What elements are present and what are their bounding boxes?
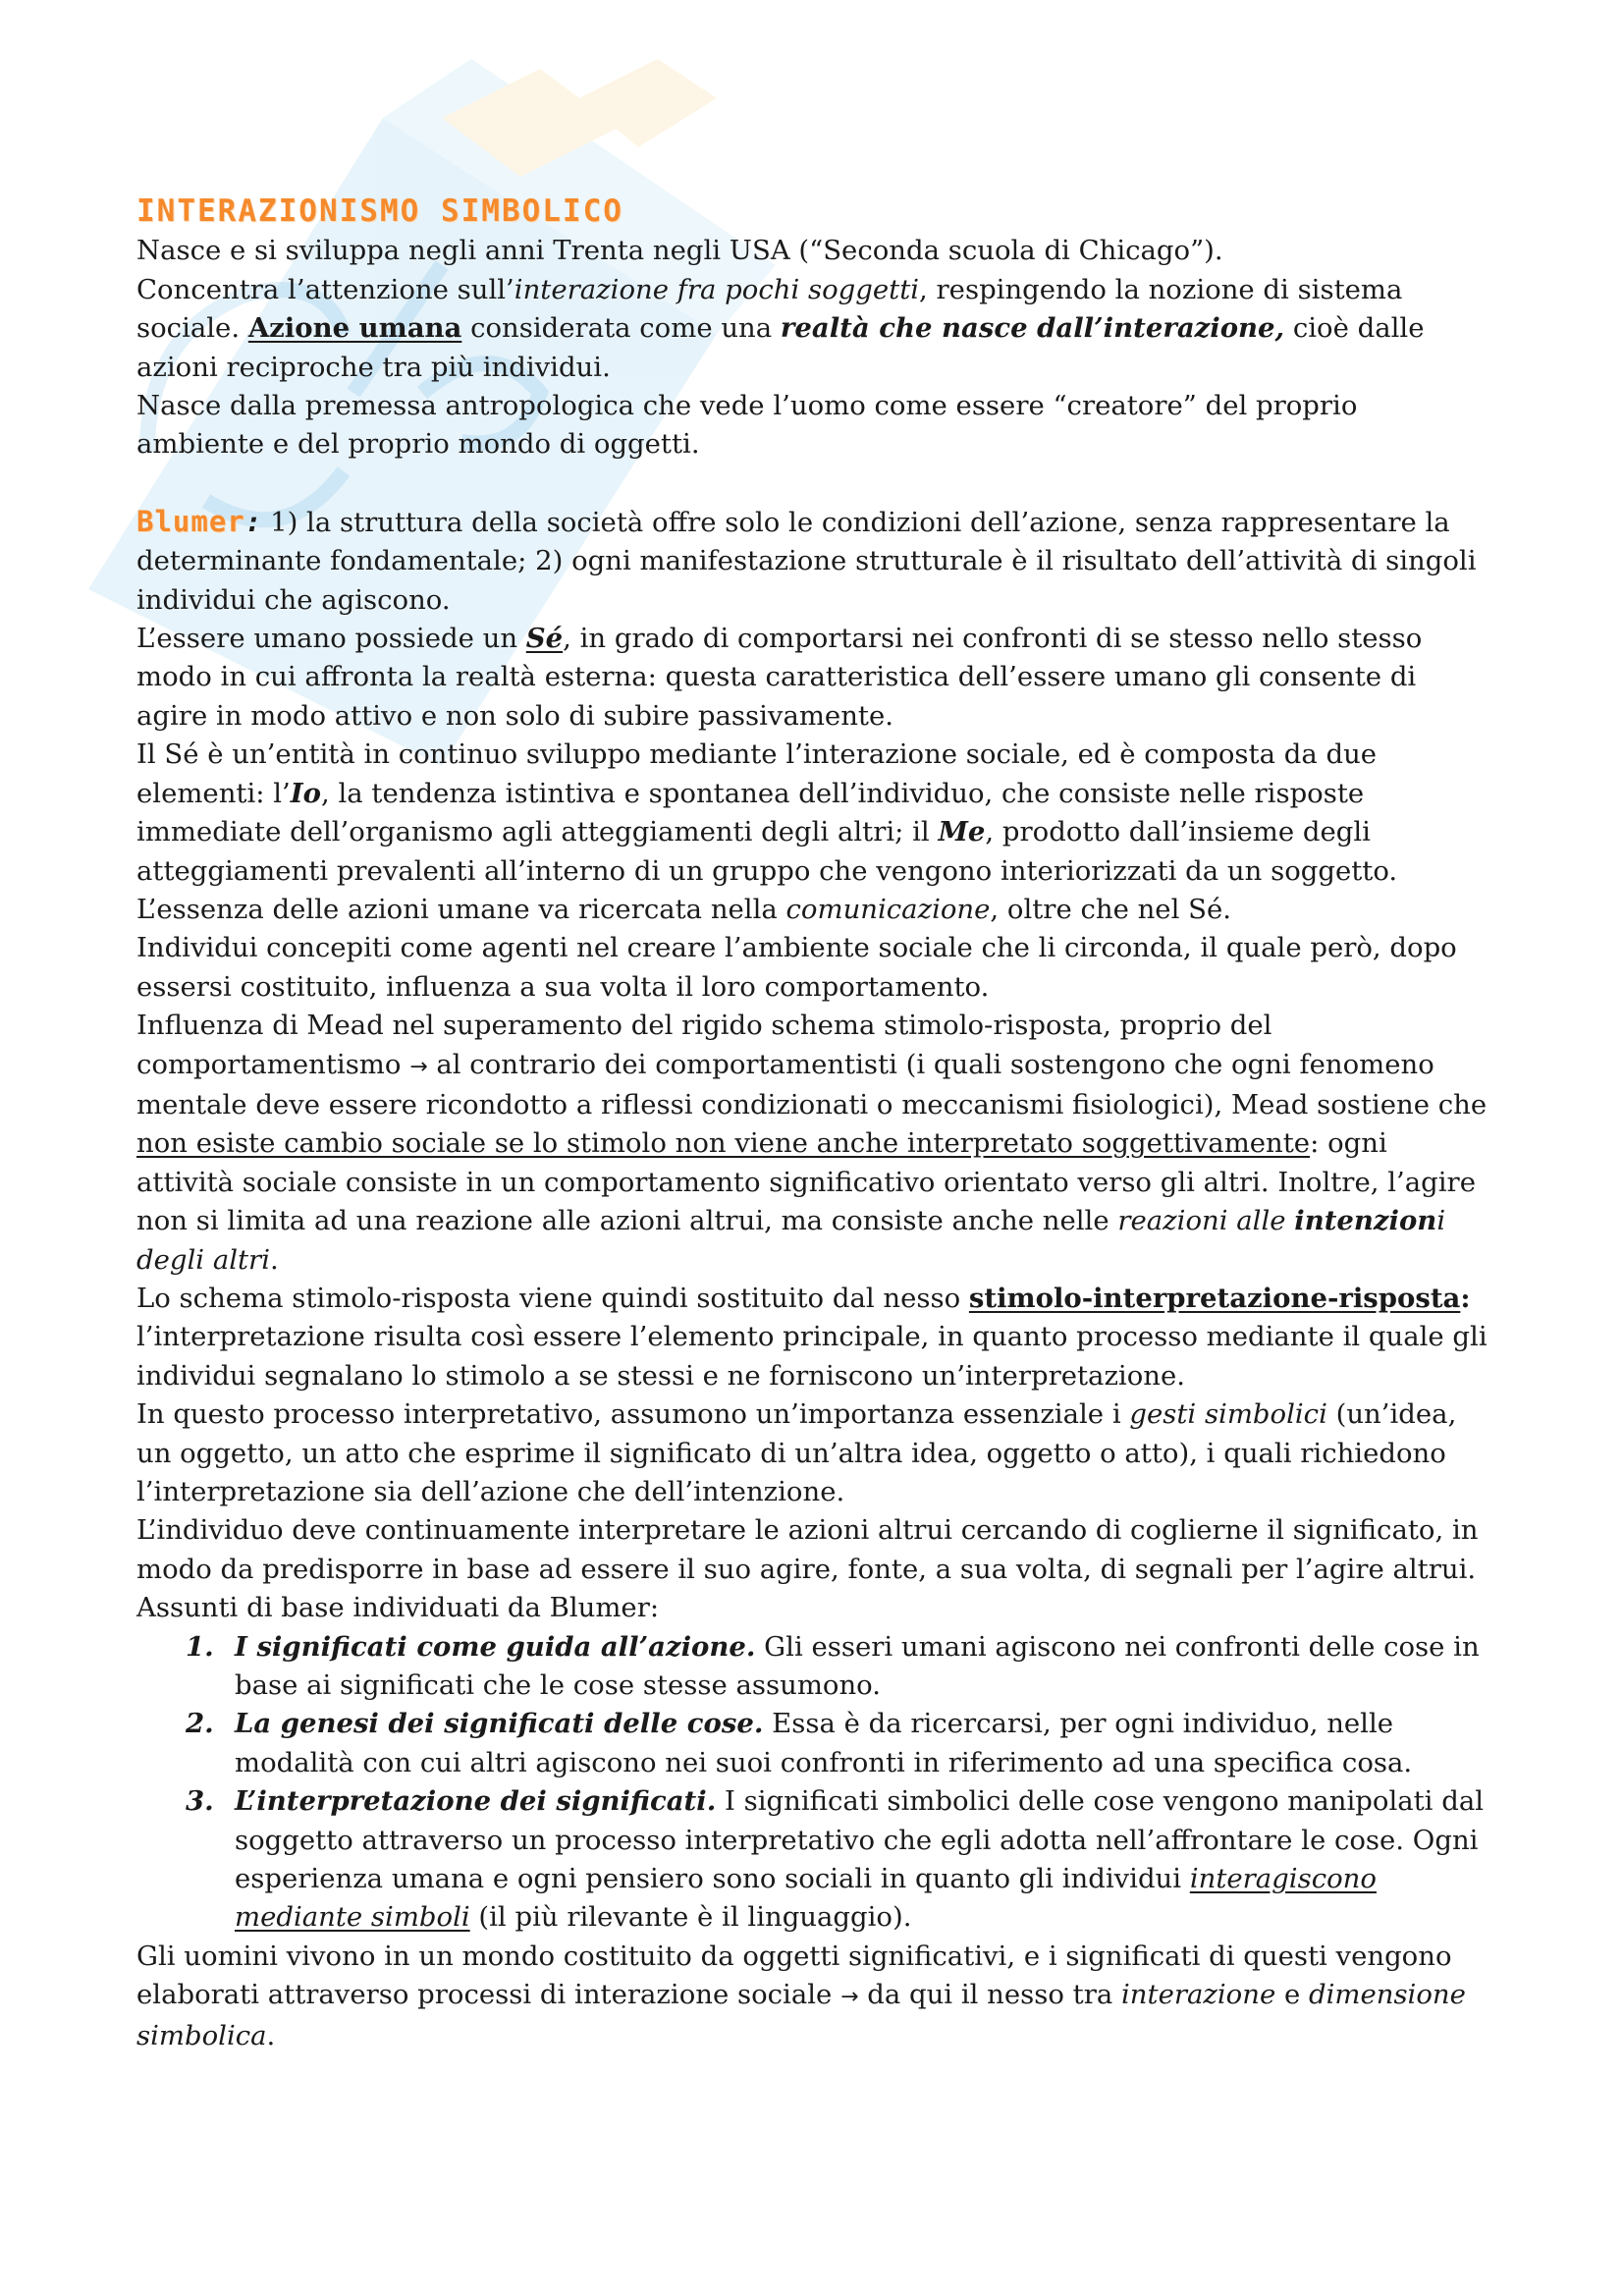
blumer-paragraph-4: L’essenza delle azioni umane va ricercata nella comunicazione, oltre che nel Sé. bbox=[136, 893, 1231, 925]
list-item: 1. I significati come guida all’azione. Gli esseri umani agiscono nei confronti delle cose in base ai significati che le cose stesse assumono. bbox=[186, 1630, 1480, 1702]
assunti-list bbox=[136, 1628, 1491, 1938]
intro-paragraph-3: Nasce dalla premessa antropologica che vede l’uomo come essere “creatore” del proprio ambiente e del proprio mondo di oggetti. bbox=[136, 390, 1358, 461]
blumer-paragraph-3: Il Sé è un’entità in continuo sviluppo mediante l’interazione sociale, ed è composta da due elementi: l’Io, la tendenza istintiva e spontanea dell’individuo, che consiste nelle risposte immediate dell’organismo agli atteggiamenti degli altri; il Me, prodotto dall’insieme degli atteggiamenti prevalenti all’interno di un gruppo che vengono interiorizzati da un soggetto. bbox=[136, 738, 1398, 887]
spacer bbox=[136, 465, 1491, 503]
blumer-paragraph-2: L’essere umano possiede un Sé, in grado di comportarsi nei confronti di se stesso nello stesso modo in cui affronta la realtà esterna: questa caratteristica dell’essere umano gli consente di agire in modo attivo e non solo di subire passivamente. bbox=[136, 623, 1423, 732]
arrow-right-icon: → bbox=[840, 1985, 859, 2010]
section-title: INTERAZIONISMO SIMBOLICO bbox=[136, 193, 623, 229]
intro-paragraph-2: Concentra l’attenzione sull’interazione fra pochi soggetti, respingendo la nozione di sistema sociale. Azione umana considerata come una realtà che nasce dall’interazione, cioè dalle azioni reciproche tra più individui. bbox=[136, 273, 1425, 383]
blumer-paragraph-10: Assunti di base individuati da Blumer: bbox=[136, 1592, 660, 1624]
blumer-paragraph-8: In questo processo interpretativo, assumono un’importanza essenziale i gesti simbolici (un’idea, un oggetto, un atto che esprime il significato di un’altra idea, oggetto o atto), i quali richiedono l’interpretazione sia dell’azione che dell’intenzione. bbox=[136, 1398, 1457, 1507]
blumer-paragraph-9: L’individuo deve continuamente interpretare le azioni altrui cercando di coglierne il significato, in modo da predisporre in base ad essere il suo agire, fonte, a sua volta, di segnali per l’agire altrui. bbox=[136, 1514, 1479, 1585]
intro-paragraph-1: Nasce e si sviluppa negli anni Trenta negli USA (“Seconda scuola di Chicago”). bbox=[136, 235, 1223, 267]
arrow-right-icon: → bbox=[409, 1054, 428, 1079]
blumer-heading: Blumer bbox=[136, 504, 245, 538]
blumer-paragraph-6: Influenza di Mead nel superamento del rigido schema stimolo-risposta, proprio del comportamentismo → al contrario dei comportamentisti (i quali sostengono che ogni fenomeno mentale deve essere ricondotto a riflessi condizionati o meccanismi fisiologici), Mead sostiene che non esiste cambio sociale se lo stimolo non viene anche interpretato soggettivamente: ogni attività sociale consiste in un comportamento significativo orientato verso gli altri. Inoltre, l’agire non si limita ad una reazione alle azioni altrui, ma consiste anche nelle reazioni alle intenzioni degli altri. bbox=[136, 1010, 1488, 1276]
blumer-paragraph-7: Lo schema stimolo-risposta viene quindi sostituito dal nesso stimolo-interpretazione-risposta: l’interpretazione risulta così essere l’elemento principale, in quanto processo mediante il quale gli individui segnalano lo stimolo a se stessi e ne forniscono un’interpretazione. bbox=[136, 1282, 1488, 1392]
blumer-paragraph-5: Individui concepiti come agenti nel creare l’ambiente sociale che li circonda, il quale però, dopo essersi costituito, influenza a sua volta il loro comportamento. bbox=[136, 932, 1457, 1003]
list-item: 3. L’interpretazione dei significati. I significati simbolici delle cose vengono manipolati dal soggetto attraverso un processo interpretativo che egli adotta nell’affrontare le cose. Ogni esperienza umana e ogni pensiero sono sociali in quanto gli individui interagiscono mediante simboli (il più rilevante è il linguaggio). bbox=[186, 1785, 1485, 1934]
blumer-paragraph-1: Blumer: 1) la struttura della società offre solo le condizioni dell’azione, senza rappresentare la determinante fondamentale; 2) ogni manifestazione strutturale è il risultato dell’attività di singoli individui che agiscono. bbox=[136, 504, 1477, 616]
closing-paragraph: Gli uomini vivono in un mondo costituito da oggetti significativi, e i significati di questi vengono elaborati attraverso processi di interazione sociale → da qui il nesso tra interazione e dimensione simbolica. bbox=[136, 1940, 1466, 2051]
list-item: 2. La genesi dei significati delle cose. Essa è da ricercarsi, per ogni individuo, nelle modalità con cui altri agiscono nei suoi confronti in riferimento ad una specifica cosa. bbox=[186, 1708, 1413, 1778]
document-body bbox=[136, 192, 1491, 2055]
